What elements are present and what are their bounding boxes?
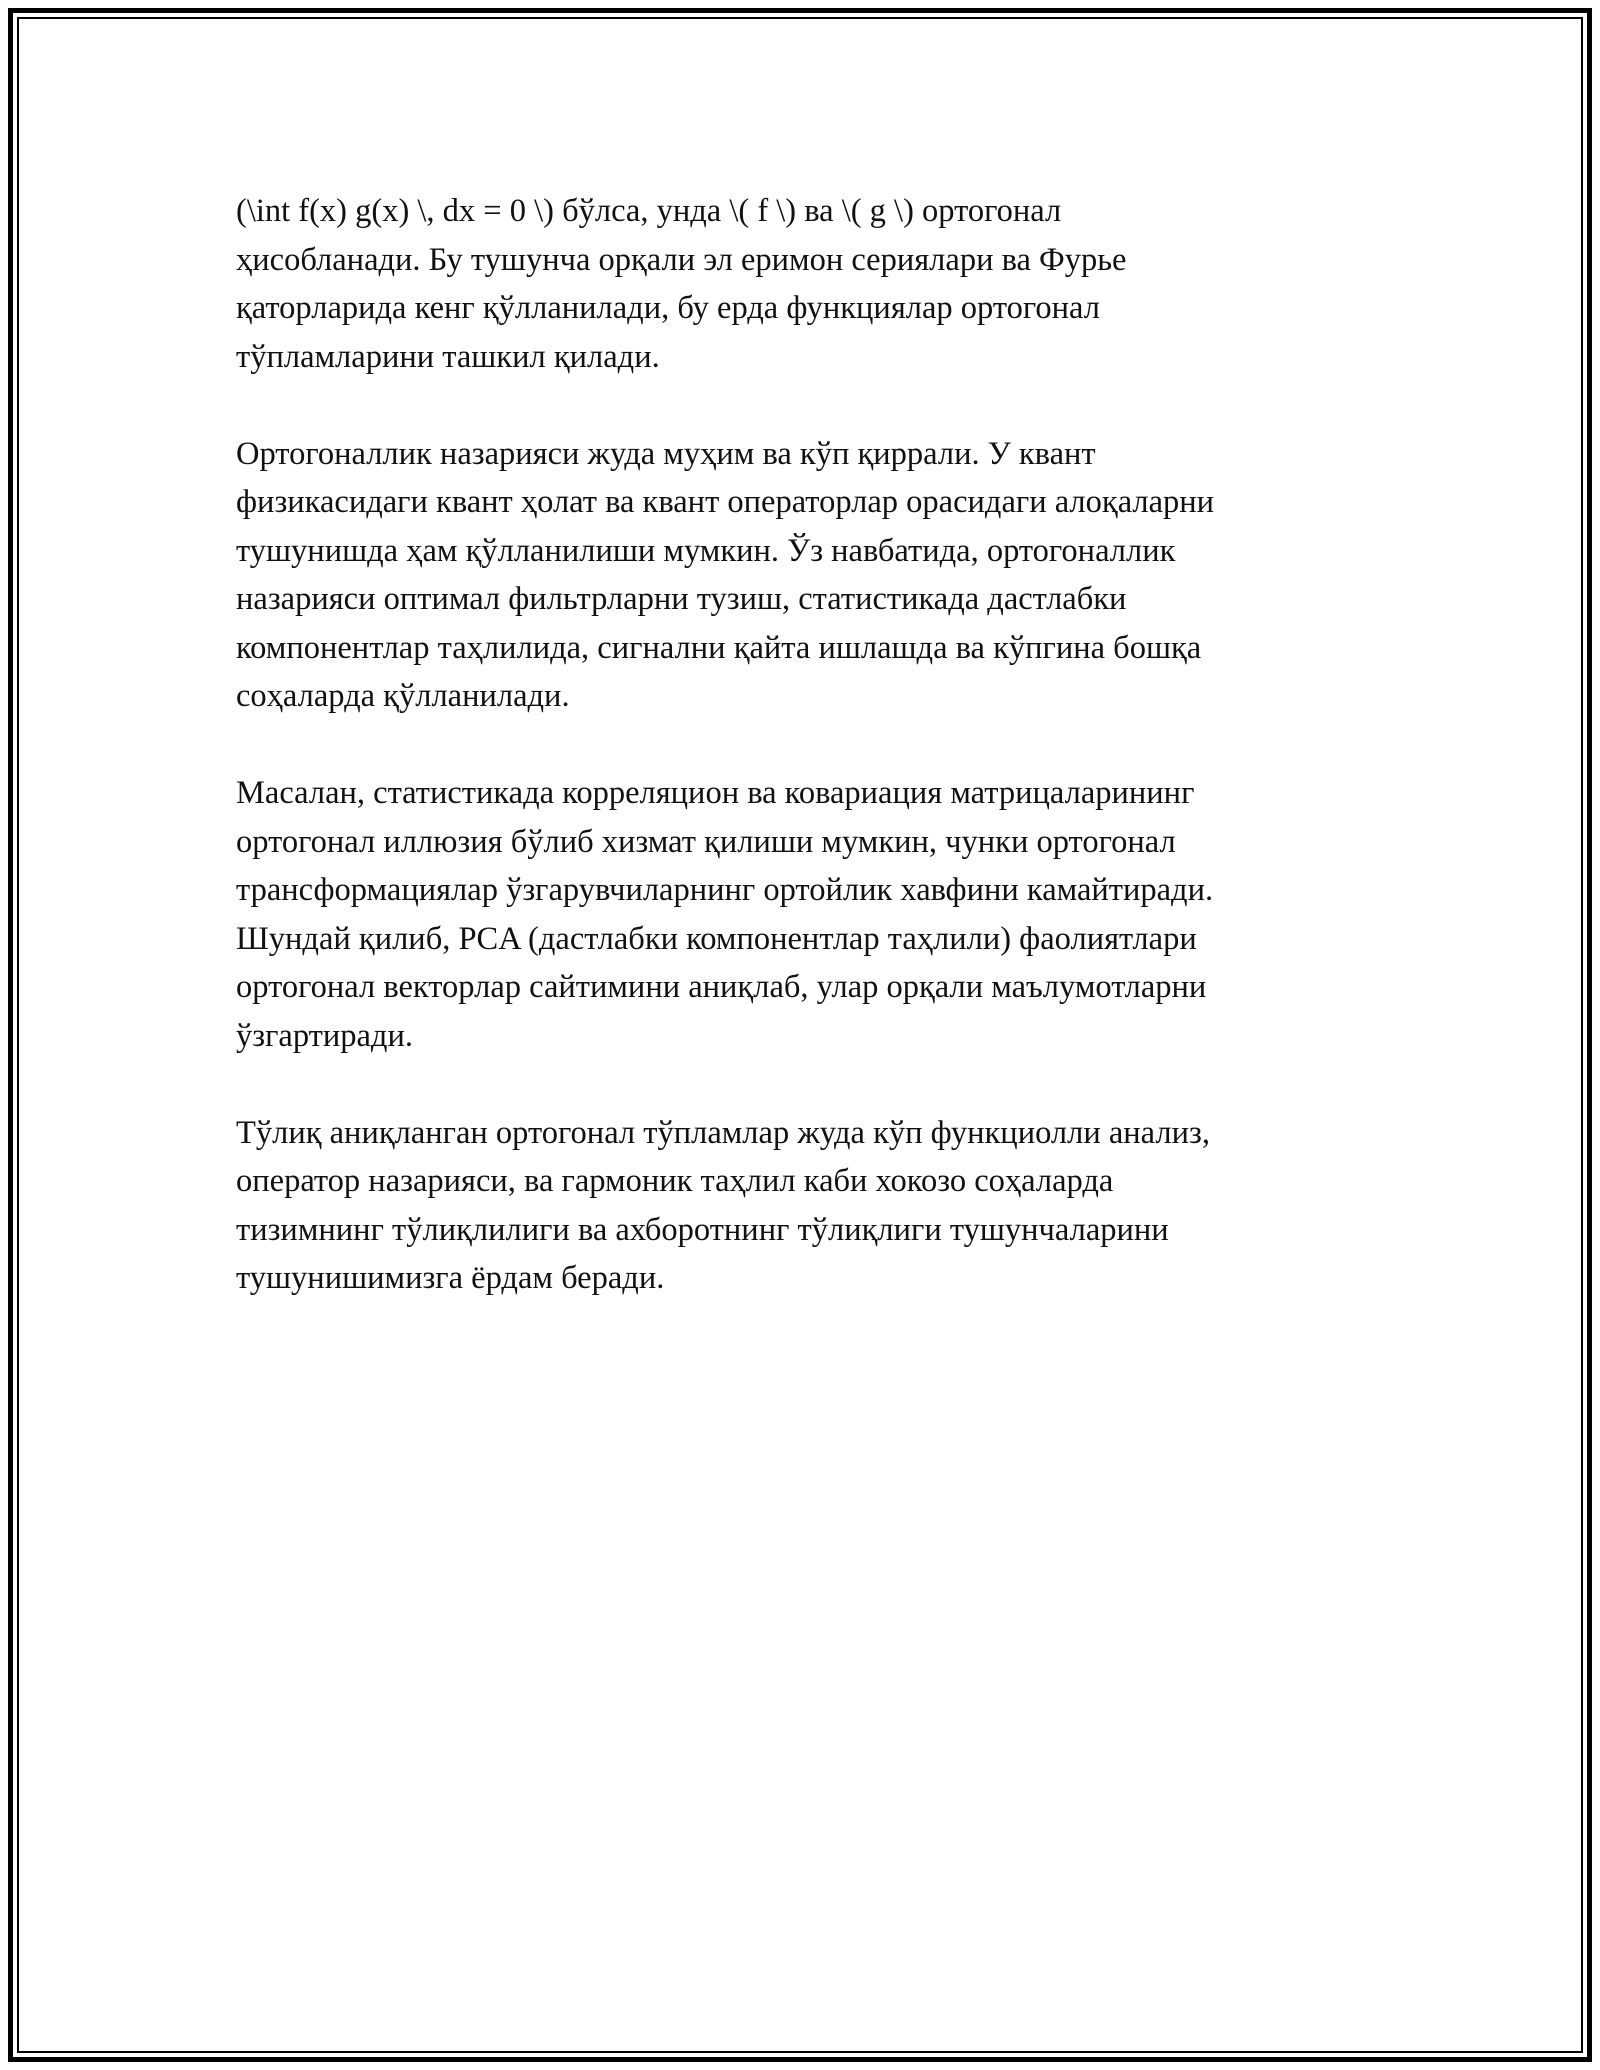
text-line: ҳисобланади. Бу тушунча орқали эл еримон сериялари ва Фурье [236, 241, 1127, 278]
text-line: ортогонал векторлар сайтимини аниқлаб, улар орқали маълумотларни [236, 969, 1207, 1005]
text-line: тушунишда ҳам қўлланилиши мумкин. Ўз навбатида, ортогоналлик [236, 532, 1176, 569]
text-line: Ортогоналлик назарияси жуда муҳим ва кўп қиррали. У квант [236, 435, 1096, 472]
document-body [236, 187, 1366, 1351]
text-line: физикасидаги квант ҳолат ва квант операторлар орасидаги алоқаларни [236, 484, 1215, 520]
text-line: Тўлиқ аниқланган ортогонал тўпламлар жуда кўп функциолли анализ, [236, 1114, 1210, 1151]
text-line: қаторларида кенг қўлланилади, бу ерда функциялар ортогонал [236, 290, 1100, 326]
text-line: Шундай қилиб, PCA (дастлабки компонентлар таҳлили) фаолиятлари [236, 920, 1197, 957]
paragraph-statistics-pca [236, 769, 1366, 1060]
text-line: трансформациялар ўзгарувчиларнинг ортойлик хавфини камайтиради. [236, 872, 1214, 908]
paragraph-complete-orthogonal-sets [236, 1109, 1366, 1303]
text-line: тизимнинг тўлиқлилиги ва ахборотнинг тўлиқлиги тушунчаларини [236, 1211, 1169, 1248]
text-line: тўпламларини ташкил қилади. [236, 338, 660, 375]
text-line: компонентлар таҳлилида, сигнални қайта ишлашда ва кўпгина бошқа [236, 629, 1202, 666]
text-line: ўзгартиради. [236, 1017, 413, 1054]
text-line: оператор назарияси, ва гармоник таҳлил каби хокозо соҳаларда [236, 1163, 1114, 1199]
paragraph-orthogonality-theory [236, 430, 1366, 721]
paragraph-orthogonal-functions [236, 187, 1366, 381]
text-line: (\int f(x) g(x) \, dx = 0 \) бўлса, унда \( f \) ва \( g \) ортогонал [236, 193, 1062, 229]
text-line: тушунишимизга ёрдам беради. [236, 1260, 665, 1296]
text-line: ортогонал иллюзия бўлиб хизмат қилиши мумкин, чунки ортогонал [236, 823, 1176, 860]
text-line: соҳаларда қўлланилади. [236, 678, 570, 714]
text-line: Масалан, статистикада корреляцион ва ковариация матрицаларининг [236, 775, 1195, 811]
text-line: назарияси оптимал фильтрларни тузиш, статистикада дастлабки [236, 581, 1127, 617]
